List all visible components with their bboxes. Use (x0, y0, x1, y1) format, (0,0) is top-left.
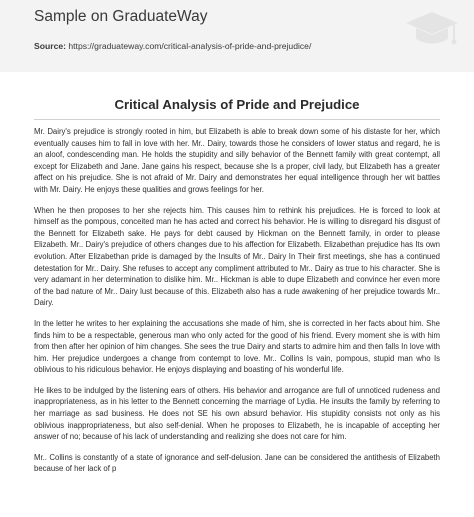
source-line (34, 41, 311, 51)
page-header (0, 0, 474, 72)
source-label: Source: (34, 41, 66, 51)
brand-title[interactable]: Sample on GraduateWay (34, 8, 208, 25)
paragraph-5: Mr.. Collins is constantly of a state of ignorance and self-delusion. Jane can be considered the antithesis of Elizabeth because of her lack of p (34, 452, 440, 474)
source-url-link[interactable]: https://graduateway.com/critical-analysis-of-pride-and-prejudice/ (68, 41, 312, 51)
paragraph-4: He likes to be indulged by the listening ears of others. His behavior and arrogance are full of unnoticed rudeness and inappropriateness, as in his letter to the Bennett concerning the marriage of Lydia. He insults the family by referring to her marriage as sad business. He does not SE his own absurd behavior. His stupidity consists not only as his oblivious inappropriateness, but also self-denial. When he proposes to Elizabeth, he is incapable of accepting her answer of no; because of his lack of understanding and realizing she does not care for him. (34, 385, 440, 442)
paragraph-3: In the letter he writes to her explaining the accusations she made of him, she is corrected in her facts about him. She finds him to be a respectable, generous man who only acted for the good of his friend. Every moment she is with him from then after her opinion of him changes. She sees the true Dairy and starts to admire him and then falls In love with him. Her prejudice undergoes a change from contempt to love. Mr.. Collins Is vain, pompous, stupid man who Is oblivious to his ridiculous behavior. He enjoys displaying and boasting of his wonderful life. (34, 318, 440, 375)
paragraph-1: Mr. Dairy's prejudice is strongly rooted in him, but Elizabeth is able to break down some of his distaste for her, which eventually causes him to fall in love with her. Mr.. Dairy, towards those he considers of lower status and regard, he is an aloof, condescending man. He holds the stupidity and silly behavior of the Bennett family with great contempt, all except for Elizabeth and Jane. Jane gains his respect, because she Is a proper, civil lady, but Elizabeth has a greater affect on his prejudice. She is not afraid of Mr. Dairy and demonstrates her equal intelligence through her wit battles with Mr. Dairy. He enjoys these qualities and grows feelings for her. (34, 127, 440, 194)
graduation-cap-icon (402, 4, 462, 54)
title-divider (34, 119, 440, 120)
article-body (34, 126, 440, 484)
article-title: Critical Analysis of Pride and Prejudice (114, 97, 360, 112)
paragraph-2: When he then proposes to her she rejects him. This causes him to rethink his prejudices. He is forced to look at himself as the pompous, conceited man he has acted and correct his behavior. He is willing to disregard his disgust of the Bennett for Elizabeth sake. He pays for debt caused by Hickman on the Bennett family, in order to please Elizabeth. Mr.. Dairy's prejudice of others changes due to his affection for Elizabeth. Elizabethan prejudice has Its own evolution. After Elizabethan pride is damaged by the Insults of Mr.. Dairy In Their first meetings, she has a continued detestation for Mr.. Dairy. She refuses to accept any compliment attributed to Mr.. Dairy as true to his character. She is very adamant in her determination to dislike him. Mr.. Hickman is able to dupe Elizabeth and convince her even more of the bad nature of Mr.. Dairy lust because of this. Elizabeth also has a rude awakening of her prejudice towards Mr.. Dairy. (34, 205, 440, 308)
